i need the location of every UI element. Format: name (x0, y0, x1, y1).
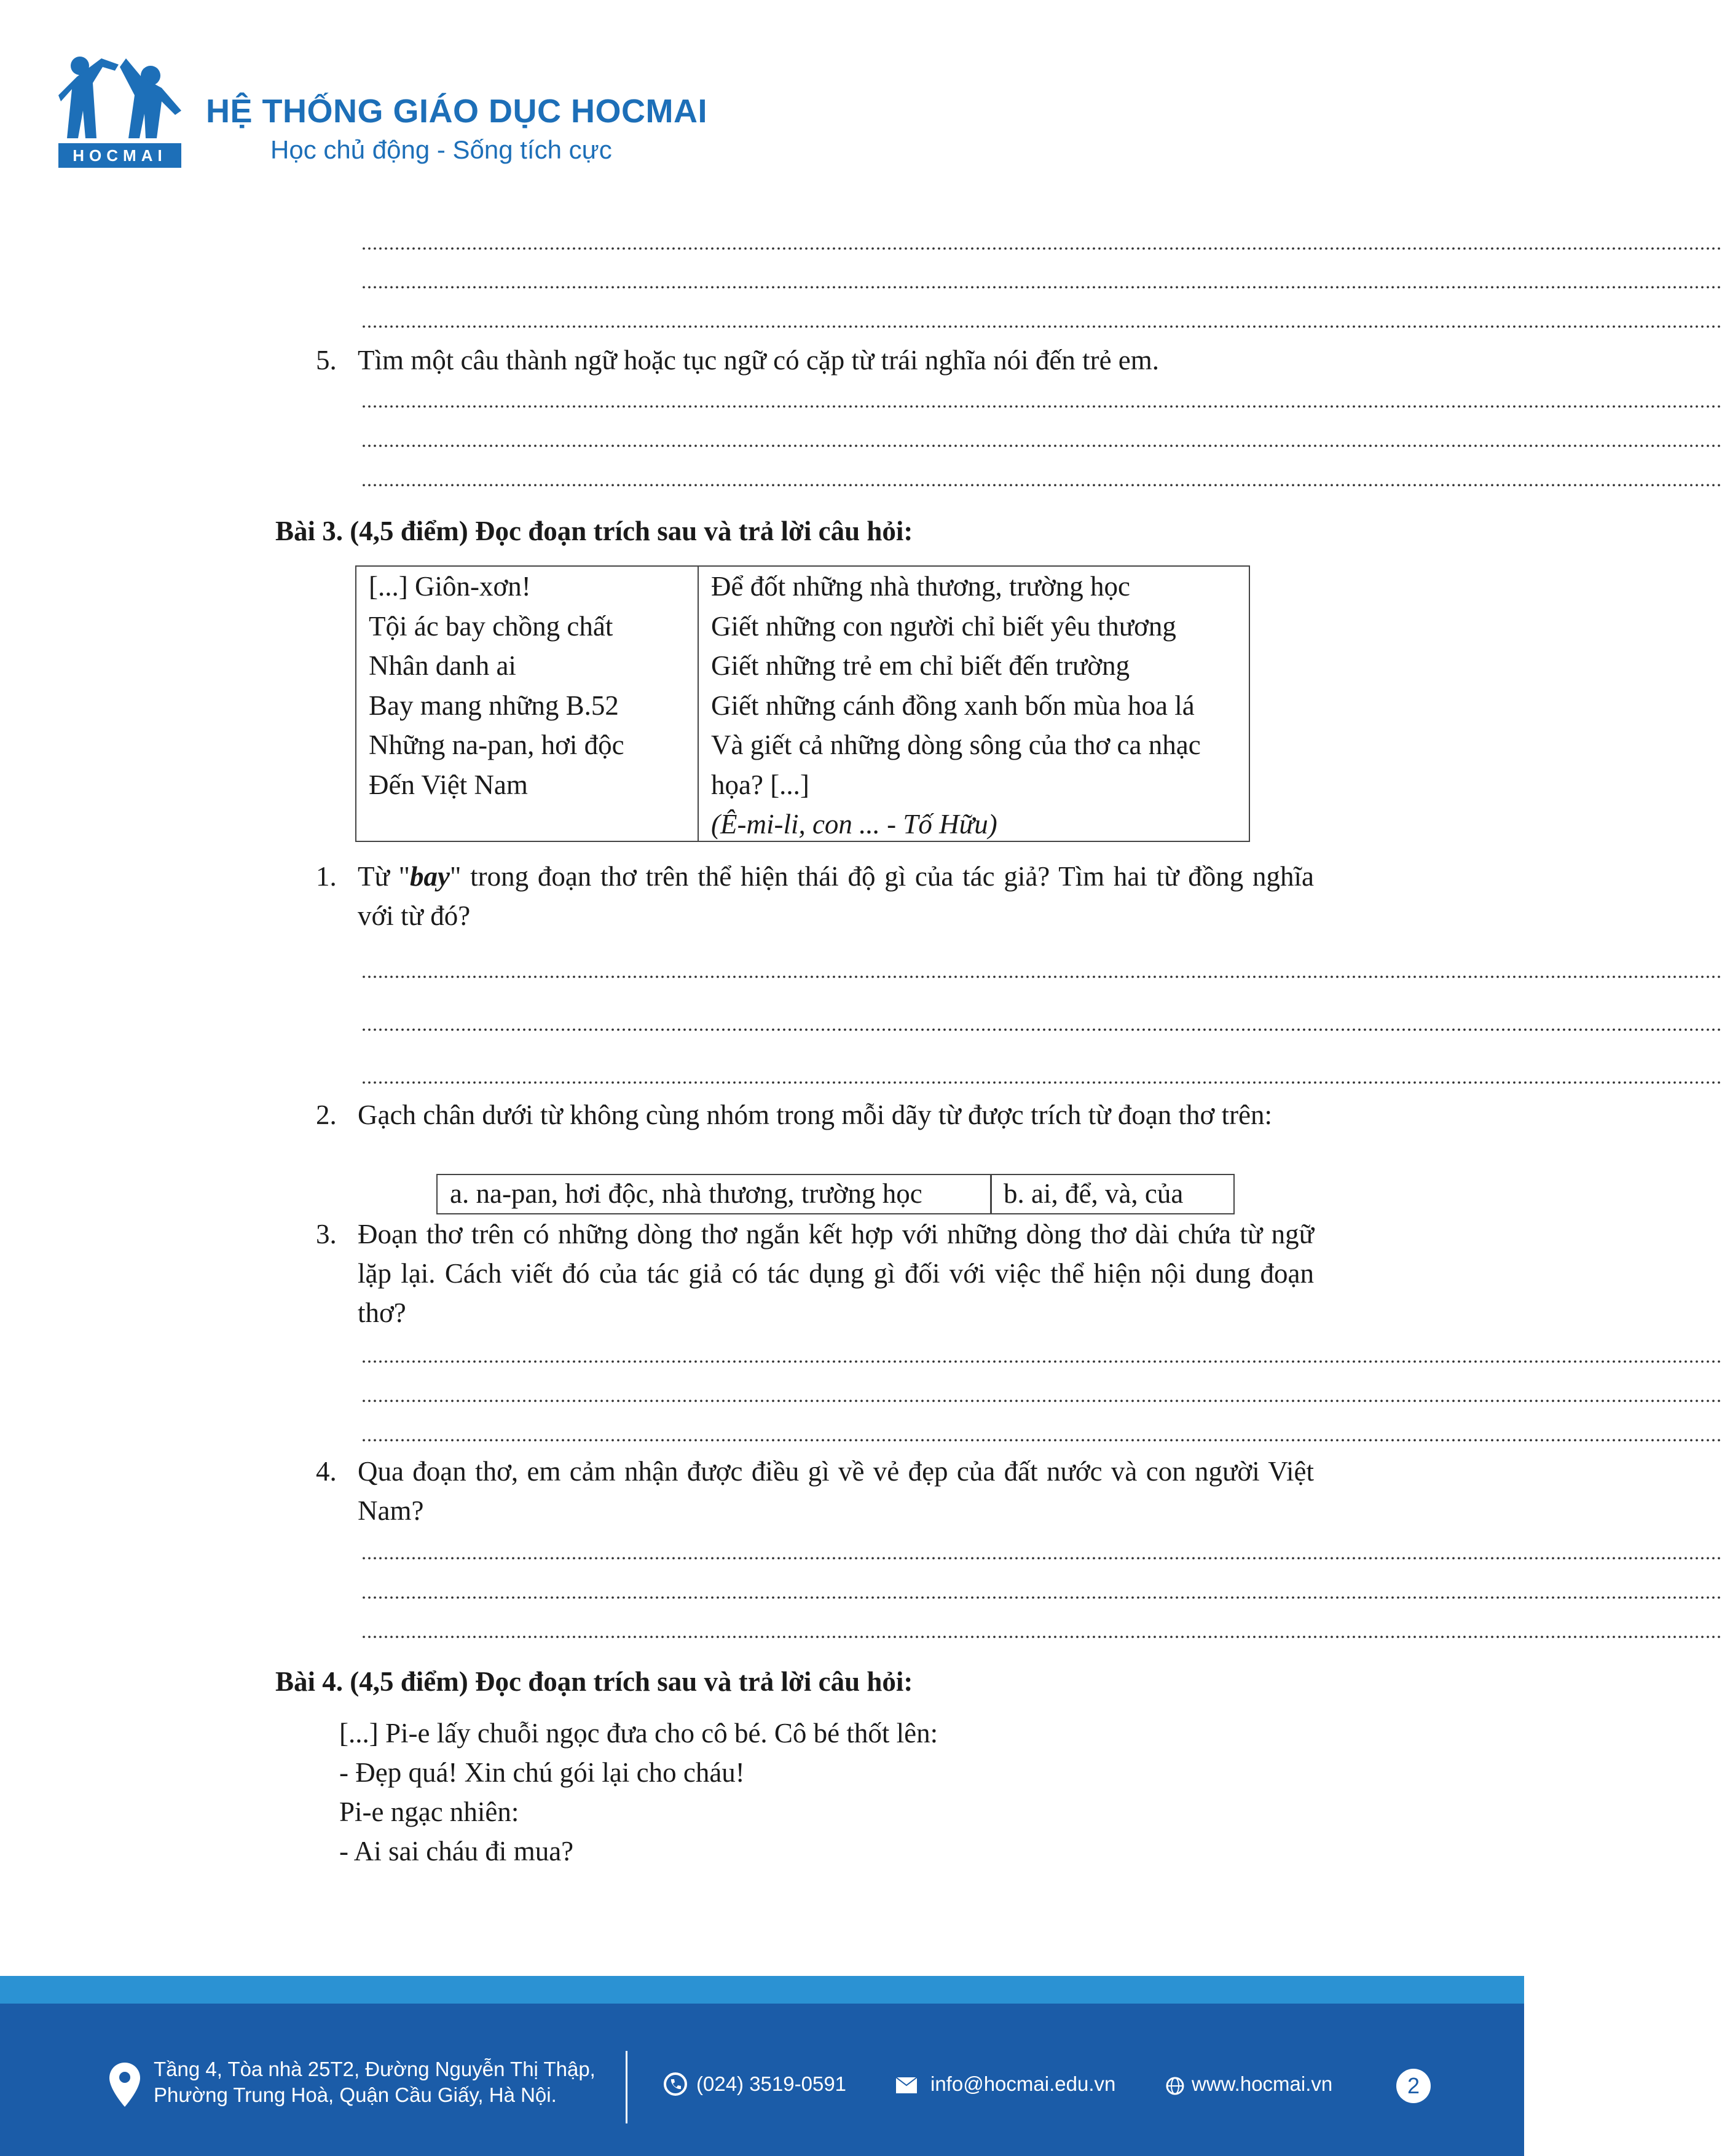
question-number: 5. (316, 345, 337, 376)
word-group-cell (436, 1174, 992, 1214)
location-pin-icon (109, 2063, 140, 2107)
word-group-a: a. na-pan, hơi độc, nhà thương, trường học (450, 1178, 922, 1209)
question-text: Tìm một câu thành ngữ hoặc tục ngữ có cặp từ trái nghĩa nói đến trẻ em. (358, 345, 1160, 376)
word-group-cell (990, 1174, 1235, 1214)
question-number: 2. (316, 1100, 337, 1130)
footer-email[interactable]: info@hocmai.edu.vn (930, 2072, 1116, 2095)
question-text: Qua đoạn thơ, em cảm nhận được điều gì về vẻ đẹp của đất nước và con người Việt Nam? (358, 1456, 1314, 1526)
poem-line: Giết những cánh đồng xanh bốn mùa hoa lá (711, 690, 1195, 721)
poem-line: [...] Giôn-xơn! (369, 571, 531, 602)
footer-separator (626, 2051, 627, 2123)
answer-line: ...................................................................................................................................................................................................................................................... (361, 310, 1722, 332)
question-text (358, 857, 1314, 935)
section-heading: Bài 4. (4,5 điểm) Đọc đoạn trích sau và trả lời câu hỏi: (275, 1666, 913, 1697)
question-number: 3. (316, 1219, 337, 1249)
question-number: 1. (316, 861, 337, 892)
poem-right-column (711, 567, 1201, 844)
poem-line: Giết những trẻ em chỉ biết đến trường (711, 650, 1130, 681)
answer-line: ...................................................................................................................................................................................................................................................... (361, 1541, 1722, 1564)
emphasized-word: bay (410, 861, 450, 892)
answer-line: ...................................................................................................................................................................................................................................................... (361, 1384, 1722, 1406)
poem-line: Tội ác bay chồng chất (369, 610, 613, 642)
answer-line: ...................................................................................................................................................................................................................................................... (361, 1066, 1722, 1088)
logo-text: HOCMAI (58, 143, 181, 168)
question-text-part: " trong đoạn thơ trên thể hiện thái độ gì của tác giả? Tìm hai từ đồng nghĩa với từ đó? (358, 861, 1315, 931)
poem-line: Để đốt những nhà thương, trường học (711, 571, 1130, 602)
poem-table (355, 565, 1250, 842)
question-number: 4. (316, 1456, 337, 1487)
excerpt-line: - Đẹp quá! Xin chú gói lại cho cháu! (339, 1757, 745, 1788)
phone-icon (664, 2072, 687, 2096)
answer-line: ...................................................................................................................................................................................................................................................... (361, 390, 1722, 412)
answer-line: ...................................................................................................................................................................................................................................................... (361, 429, 1722, 451)
excerpt-line: Pi-e ngạc nhiên: (339, 1796, 519, 1827)
question-text-part: Từ " (358, 861, 410, 892)
answer-line: ...................................................................................................................................................................................................................................................... (361, 270, 1722, 293)
hocmai-logo (58, 52, 184, 169)
page-number: 2 (1396, 2069, 1431, 2103)
excerpt-line: [...] Pi-e lấy chuỗi ngọc đưa cho cô bé. Cô bé thốt lên: (339, 1718, 938, 1749)
globe-icon (1166, 2077, 1184, 2095)
footer-website[interactable]: www.hocmai.vn (1192, 2072, 1333, 2095)
logo-figures-icon (58, 52, 184, 144)
excerpt-line: - Ai sai cháu đi mua? (339, 1836, 574, 1867)
answer-line: ...................................................................................................................................................................................................................................................... (361, 1423, 1722, 1446)
poem-line: họa? [...] (711, 769, 809, 800)
email-icon (896, 2077, 917, 2093)
footer-address-line2: Phường Trung Hoà, Quận Cầu Giấy, Hà Nội. (154, 2083, 557, 2106)
question-text: Đoạn thơ trên có những dòng thơ ngắn kết hợp với những dòng thơ dài chứa từ ngữ lặp lại. Cách viết đó của tác giả có tác dụng gì đối với việc thể hiện nội dung đoạn thơ? (358, 1219, 1314, 1328)
word-group-b: b. ai, để, và, của (1004, 1178, 1184, 1209)
question-text: Gạch chân dưới từ không cùng nhóm trong mỗi dãy từ được trích từ đoạn thơ trên: (358, 1100, 1273, 1130)
poem-line: Giết những con người chỉ biết yêu thương (711, 610, 1176, 642)
poem-line: Và giết cả những dòng sông của thơ ca nhạc (711, 730, 1201, 760)
poem-line: Nhân danh ai (369, 650, 516, 681)
poem-line: Những na-pan, hơi độc (369, 730, 624, 760)
footer-address-line1: Tầng 4, Tòa nhà 25T2, Đường Nguyễn Thị Thập, (154, 2058, 596, 2080)
section-heading: Bài 3. (4,5 điểm) Đọc đoạn trích sau và trả lời câu hỏi: (275, 516, 913, 546)
brand-slogan: Học chủ động - Sống tích cực (270, 135, 612, 164)
footer-phone[interactable]: (024) 3519-0591 (696, 2072, 847, 2095)
poem-line: Bay mang những B.52 (369, 690, 619, 721)
answer-line: ...................................................................................................................................................................................................................................................... (361, 468, 1722, 490)
poem-line: Đến Việt Nam (369, 769, 528, 800)
poem-divider (698, 567, 699, 841)
poem-left-column (369, 567, 624, 805)
poem-source: (Ê-mi-li, con ... - Tố Hữu) (711, 809, 997, 840)
answer-line: ...................................................................................................................................................................................................................................................... (361, 960, 1722, 982)
brand-title: HỆ THỐNG GIÁO DỤC HOCMAI (206, 93, 707, 130)
answer-line: ...................................................................................................................................................................................................................................................... (361, 1345, 1722, 1367)
answer-line: ...................................................................................................................................................................................................................................................... (361, 1013, 1722, 1035)
footer-stripe (0, 1976, 1524, 2004)
answer-line: ...................................................................................................................................................................................................................................................... (361, 1620, 1722, 1642)
answer-line: ...................................................................................................................................................................................................................................................... (361, 1581, 1722, 1603)
answer-line: ...................................................................................................................................................................................................................................................... (361, 232, 1722, 254)
